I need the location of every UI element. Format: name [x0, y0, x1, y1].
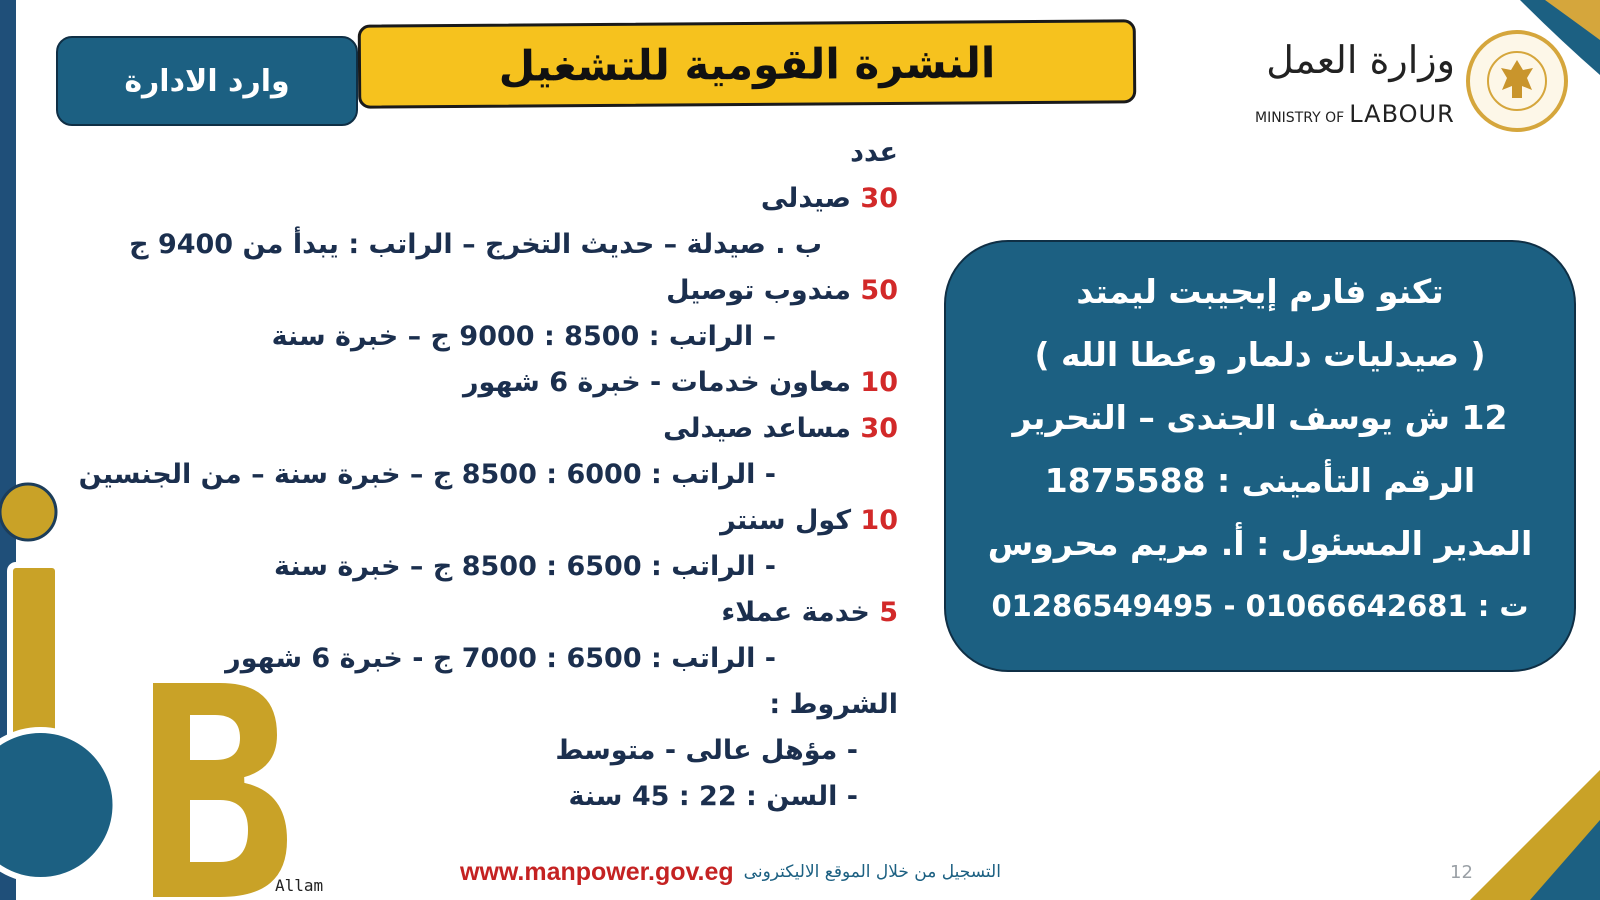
footer: [460, 852, 1100, 892]
job-line: [48, 268, 898, 314]
page-number: 12: [1450, 862, 1473, 883]
job-count: 10: [860, 505, 898, 536]
page-title: النشرة القومية للتشغيل: [498, 37, 996, 91]
eagle-emblem-icon: [1466, 30, 1568, 132]
job-title: خدمة عملاء: [721, 597, 880, 628]
title-banner: [358, 19, 1137, 108]
job-count: 10: [860, 367, 898, 398]
job-title: مساعد صيدلى: [663, 413, 861, 444]
phone-numbers: ت : 01066642681 - 01286549495: [991, 589, 1529, 623]
job-title: صيدلى: [760, 183, 861, 214]
count-header: عدد: [850, 137, 898, 168]
job-detail: - الراتب : 6500 : 8500 ج – خبرة سنة: [273, 551, 776, 582]
manager-name: المدير المسئول : أ. مريم محروس: [987, 524, 1533, 563]
decorative-letters-logo: [0, 470, 300, 900]
company-name: تكنو فارم إيجيبت ليمتد: [1076, 272, 1444, 311]
condition-item: - السن : 22 : 45 سنة: [568, 781, 858, 812]
ministry-name-arabic: وزارة العمل: [1266, 38, 1455, 82]
author-tag: Allam: [275, 876, 324, 895]
conditions-header: الشروط :: [769, 689, 898, 720]
corner-decoration-bottom-right: [1470, 750, 1600, 900]
job-line: [48, 176, 898, 222]
job-detail: - الراتب : 6500 : 7000 ج - خبرة 6 شهور: [225, 643, 776, 674]
company-info-box: [944, 240, 1576, 672]
job-detail: - الراتب : 6000 : 8500 ج – خبرة سنة – من الجنسين: [78, 459, 776, 490]
company-brand: ( صيدليات دلمار وعطا الله ): [1034, 335, 1486, 374]
job-title: كول سنتر: [720, 505, 861, 536]
job-count: 30: [860, 183, 898, 214]
job-title: مندوب توصيل: [666, 275, 861, 306]
job-line: [48, 360, 898, 406]
insurance-number: الرقم التأمينى : 1875588: [1044, 461, 1476, 500]
job-count: 50: [860, 275, 898, 306]
condition-item: - مؤهل عالى - متوسط: [555, 735, 858, 766]
registration-label: التسجيل من خلال الموقع الاليكترونى: [743, 862, 1001, 882]
department-label: وارد الادارة: [124, 63, 290, 99]
job-detail: – الراتب : 8500 : 9000 ج – خبرة سنة: [271, 321, 776, 352]
labour-text: LABOUR: [1349, 100, 1455, 128]
job-line: [48, 406, 898, 452]
ministry-name-english: [1255, 100, 1455, 128]
job-count: 30: [860, 413, 898, 444]
ministry-logo: [1255, 38, 1455, 128]
job-title: معاون خدمات - خبرة 6 شهور: [462, 367, 861, 398]
job-detail: ب . صيدلة – حديث التخرج – الراتب : يبدأ من 9400 ج: [129, 229, 822, 260]
ministry-of-text: MINISTRY OF: [1255, 110, 1345, 126]
registration-link[interactable]: www.manpower.gov.eg: [460, 857, 734, 886]
company-address: 12 ش يوسف الجندى – التحرير: [1012, 398, 1508, 437]
job-count: 5: [879, 597, 898, 628]
department-label-box: [56, 36, 358, 126]
